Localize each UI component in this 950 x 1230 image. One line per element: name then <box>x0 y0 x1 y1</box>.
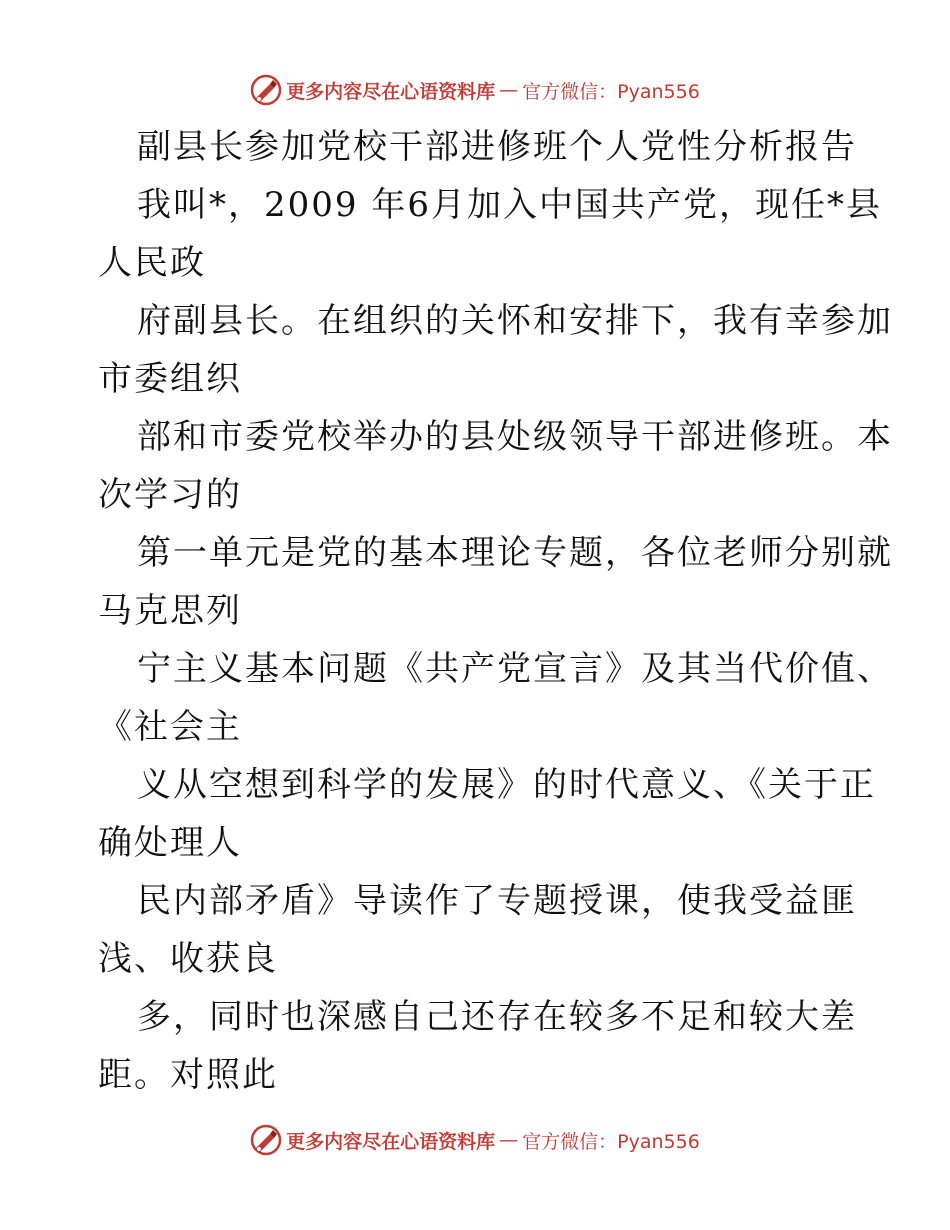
body-line: 民内部矛盾》导读作了专题授课，使我受益匪 <box>137 881 857 921</box>
banner-separator: — <box>499 79 519 101</box>
body-line: 浅、收获良 <box>98 939 278 979</box>
document-title: 副县长参加党校干部进修班个人党性分析报告 <box>137 127 857 167</box>
header-banner <box>0 70 950 110</box>
body-line: 义从空想到科学的发展》的时代意义、《关于正 <box>137 765 876 805</box>
body-line: 确处理人 <box>98 823 242 863</box>
banner-wechat-text: 官方微信：Pyan556 <box>522 1130 700 1153</box>
pen-logo-icon <box>250 74 282 106</box>
body-line: 府副县长。在组织的关怀和安排下，我有幸参加 <box>137 301 893 341</box>
body-line: 《社会主 <box>98 707 242 747</box>
body-line: 次学习的 <box>98 475 242 515</box>
footer-banner <box>0 1120 950 1160</box>
body-line: 多，同时也深感自己还存在较多不足和较大差 <box>137 997 857 1037</box>
banner-main-text: 更多内容尽在心语资料库 <box>286 80 496 103</box>
banner-main-text: 更多内容尽在心语资料库 <box>286 1130 496 1153</box>
body-line: 市委组织 <box>98 359 242 399</box>
body-line: 人民政 <box>98 243 206 283</box>
body-line: 马克思列 <box>98 591 242 631</box>
body-line: 部和市委党校举办的县处级领导干部进修班。本 <box>137 417 893 457</box>
body-line: 宁主义基本问题《共产党宣言》及其当代价值、 <box>137 649 893 689</box>
pen-logo-icon <box>250 1124 282 1156</box>
banner-wechat-text: 官方微信：Pyan556 <box>522 80 700 103</box>
body-line: 我叫*，2009 年6月加入中国共产党，现任*县 <box>137 185 882 225</box>
banner-separator: — <box>499 1129 519 1151</box>
body-line: 第一单元是党的基本理论专题，各位老师分别就 <box>137 533 893 573</box>
body-line: 距。对照此 <box>98 1055 278 1095</box>
